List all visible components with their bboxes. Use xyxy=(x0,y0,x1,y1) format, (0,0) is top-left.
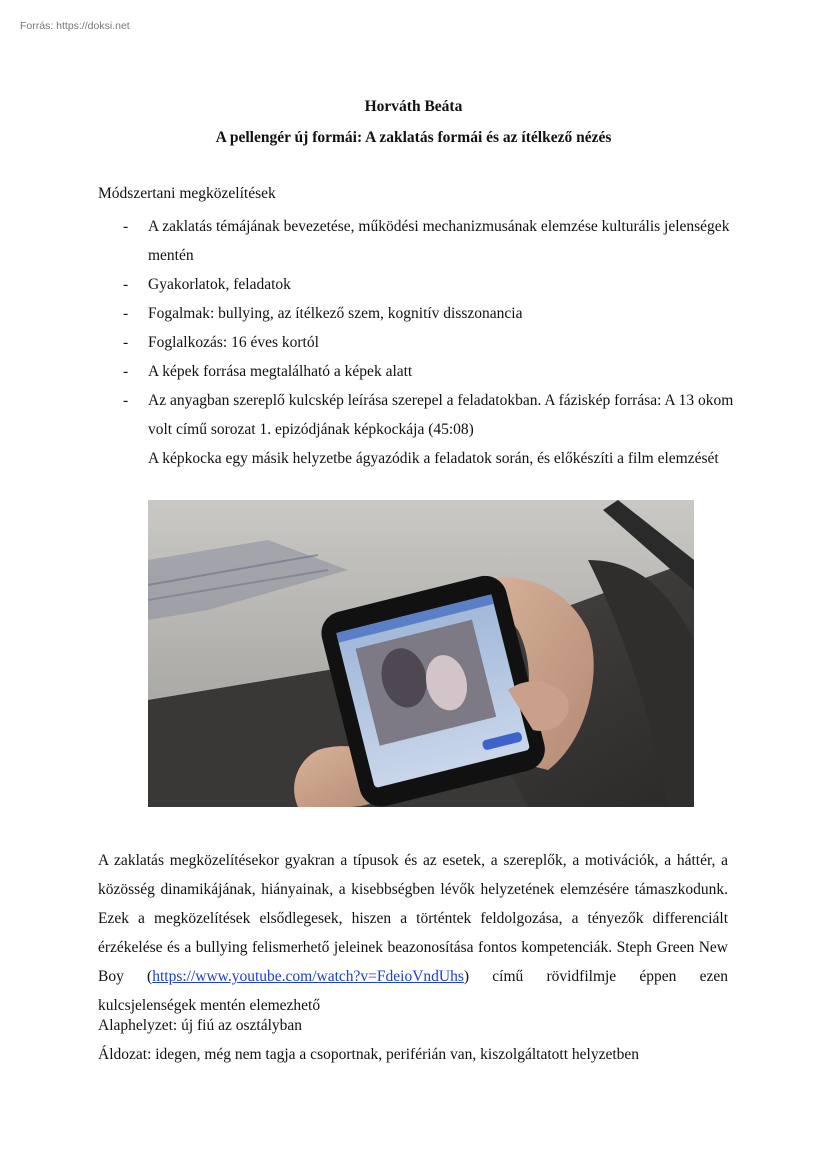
methods-list xyxy=(98,212,738,473)
list-item-text: Az anyagban szereplő kulcskép leírása szerepel a feladatokban. A fáziskép forrása: A 13 okom volt című sorozat 1. epizódjának képkockája (45:08) xyxy=(148,392,734,438)
list-item xyxy=(98,270,738,299)
youtube-link[interactable]: https://www.youtube.com/watch?v=FdeioVndUhs xyxy=(152,968,464,985)
list-item xyxy=(98,386,738,473)
list-item-continuation: A képkocka egy másik helyzetbe ágyazódik a feladatok során, és előkészíti a film elemzését xyxy=(148,450,719,467)
document-title: A pellengér új formái: A zaklatás formái és az ítélkező nézés xyxy=(215,129,612,146)
list-item-text: Gyakorlatok, feladatok xyxy=(148,276,291,293)
paragraph-text: A zaklatás megközelítésekor gyakran a típusok és az esetek, a szereplők, a motivációk, a háttér, a közösség dinamikájának, hiányainak, a kisebbségben lévők helyzetének elemzésére támaszkodunk. Ezek a megközelítések elsődlegesek, hiszen a történtek feldolgozása, a tényezők differenciált érzékelése és a bullying felismerhető jeleinek beazonosítása fontos kompetenciák. Steph Green New Boy ( xyxy=(98,852,728,985)
methods-heading: Módszertani megközelítések xyxy=(98,185,276,202)
bullet-dash: - xyxy=(123,305,129,322)
list-item xyxy=(98,212,738,270)
film-still-image xyxy=(148,500,694,807)
paragraph-text-end: ) című rövidfilmje éppen ezen kulcsjelenségek mentén elemezhető xyxy=(98,968,728,1014)
list-item-text: Foglalkozás: 16 éves kortól xyxy=(148,334,319,351)
bullet-dash: - xyxy=(123,218,129,235)
list-item-text: A zaklatás témájának bevezetése, működési mechanizmusának elemzése kulturális jelenségek mentén xyxy=(148,218,730,264)
list-item xyxy=(98,299,738,328)
list-item xyxy=(98,328,738,357)
bullet-dash: - xyxy=(123,363,129,380)
list-item xyxy=(98,357,738,386)
bullet-dash: - xyxy=(123,276,129,293)
bullet-dash: - xyxy=(123,392,129,409)
list-item-text: A képek forrása megtalálható a képek alatt xyxy=(148,363,413,380)
list-item-text: Fogalmak: bullying, az ítélkező szem, kognitív disszonancia xyxy=(148,305,523,322)
bullet-dash: - xyxy=(123,334,129,351)
intro-paragraph xyxy=(98,846,728,1020)
source-label: Forrás: https://doksi.net xyxy=(20,20,130,32)
victim-line: Áldozat: idegen, még nem tagja a csoportnak, periférián van, kiszolgáltatott helyzetben xyxy=(98,1046,640,1063)
baseline-line: Alaphelyzet: új fiú az osztályban xyxy=(98,1017,303,1034)
author-name: Horváth Beáta xyxy=(364,98,463,115)
